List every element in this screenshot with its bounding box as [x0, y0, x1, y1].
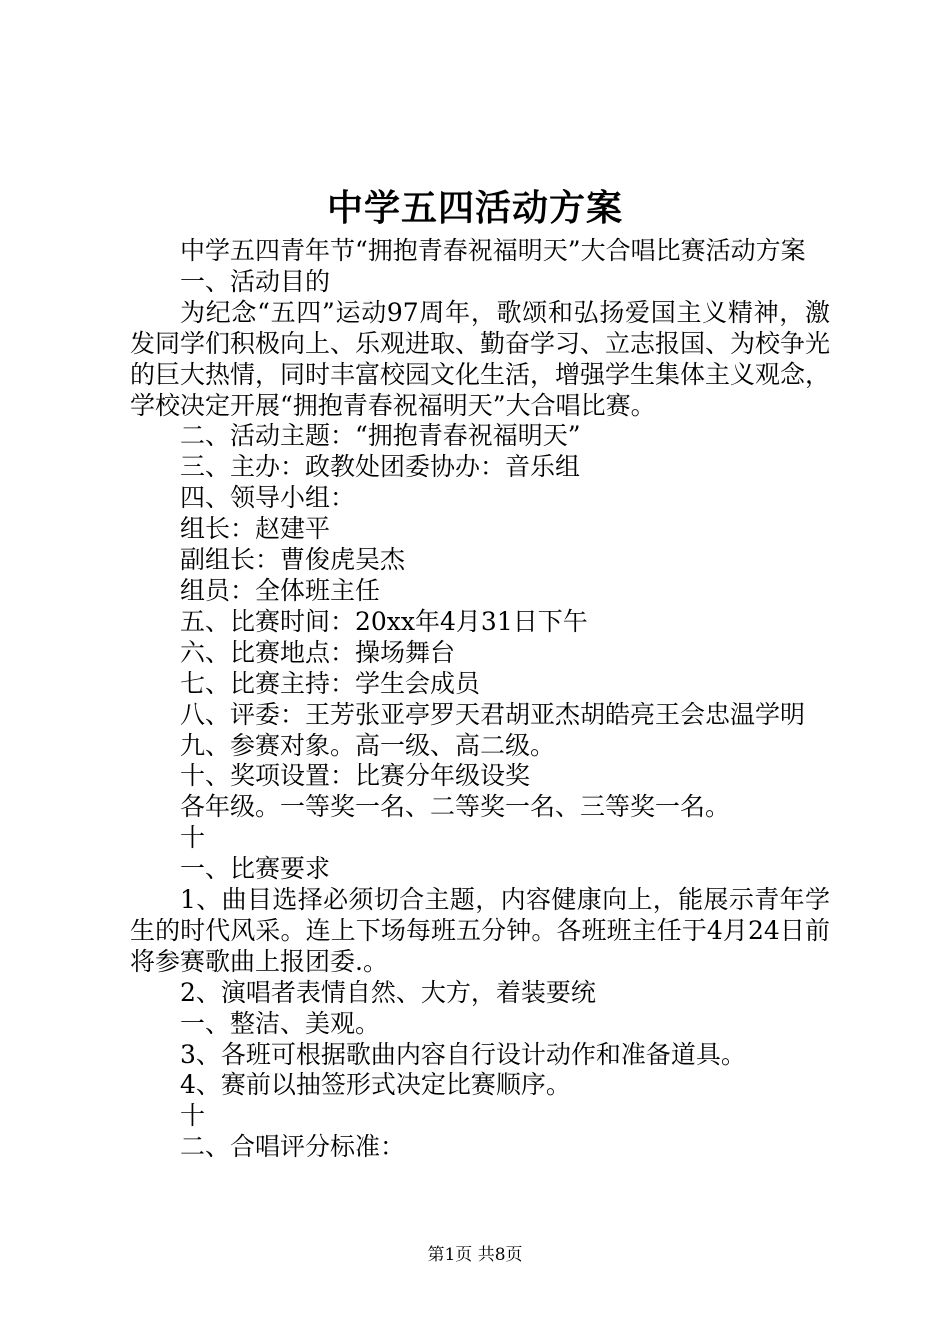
paragraph: 八、评委：王芳张亚亭罗天君胡亚杰胡皓亮王会忠温学明: [180, 699, 806, 729]
paragraph: 1、曲目选择必须切合主题，内容健康向上，能展示青年学生的时代风采。连上下场每班五分钟。各班班主任于4月24日前将参赛歌曲上报团委.。: [130, 885, 830, 976]
paragraph: 十、奖项设置：比赛分年级设奖: [180, 761, 531, 791]
paragraph: 组长：赵建平: [180, 514, 331, 544]
paragraph: 二、活动主题：“拥抱青春祝福明天”: [180, 421, 581, 451]
document-title: 中学五四活动方案: [326, 187, 623, 229]
paragraph: 一、比赛要求: [180, 854, 331, 884]
paragraph: 十: [180, 823, 206, 853]
paragraph: 九、参赛对象。高一级、高二级。: [180, 730, 556, 760]
paragraph: 一、活动目的: [180, 266, 331, 296]
paragraph: 七、比赛主持：学生会成员: [180, 668, 481, 698]
paragraph: 2、演唱者表情自然、大方，着装要统: [180, 977, 596, 1007]
paragraph: 四、领导小组：: [180, 483, 356, 513]
paragraph: 二、合唱评分标准：: [180, 1132, 406, 1162]
paragraph: 一、整洁、美观。: [180, 1008, 381, 1038]
paragraph: 十: [180, 1101, 206, 1131]
paragraph: 4、赛前以抽签形式决定比赛顺序。: [180, 1070, 571, 1100]
paragraph: 六、比赛地点：操场舞台: [180, 637, 456, 667]
paragraph: 三、主办：政教处团委协办：音乐组: [180, 452, 581, 482]
document-body: [130, 236, 830, 1163]
paragraph: 组员：全体班主任: [180, 575, 381, 605]
paragraph: 五、比赛时间：20xx年4月31日下午: [180, 606, 588, 636]
paragraph: 中学五四青年节“拥抱青春祝福明天”大合唱比赛活动方案: [180, 236, 806, 265]
paragraph: 为纪念“五四”运动97周年，歌颂和弘扬爱国主义精神，激发同学们积极向上、乐观进取、勤奋学习、立志报国、为校争光的巨大热情，同时丰富校园文化生活，增强学生集体主义观念，学校决定开展“拥抱青春祝福明天”大合唱比赛。: [130, 297, 831, 420]
page-footer: 第1页 共8页: [427, 1245, 523, 1265]
paragraph: 3、各班可根据歌曲内容自行设计动作和准备道具。: [180, 1039, 746, 1069]
paragraph: 副组长：曹俊虎吴杰: [180, 545, 406, 575]
paragraph: 各年级。一等奖一名、二等奖一名、三等奖一名。: [180, 792, 731, 822]
